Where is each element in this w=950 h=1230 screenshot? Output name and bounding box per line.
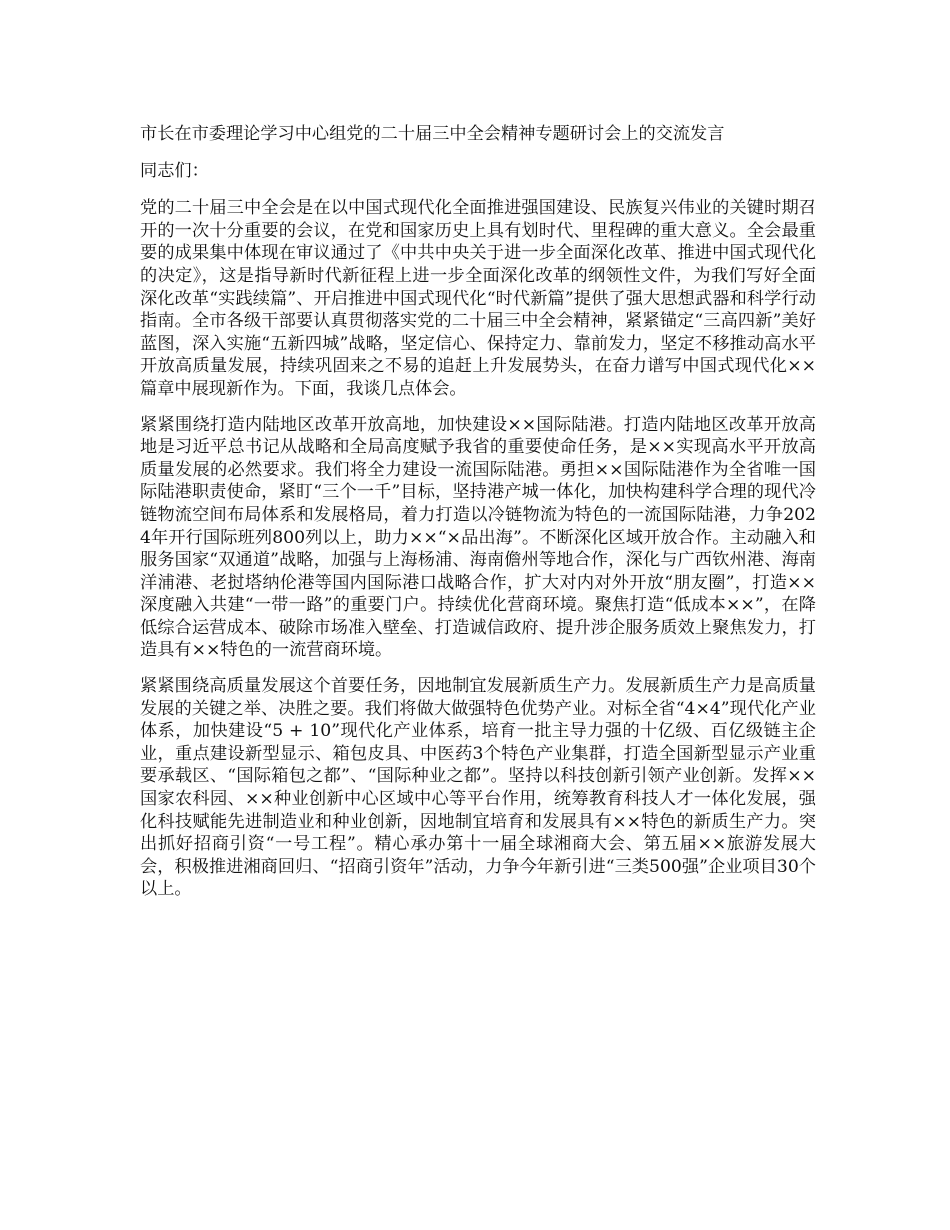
salutation: 同志们： (140, 160, 209, 181)
document-title: 市长在市委理论学习中心组党的二十届三中全会精神专题研讨会上的交流发言 (140, 124, 725, 144)
paragraph-international-land-port: 紧紧围绕打造内陆地区改革开放高地，加快建设××国际陆港。打造内陆地区改革开放高地是习近平总书记从战略和全局高度赋予我省的重要使命任务，是××实现高水平开放高质量发展的必然要求。我们将全力建设一流国际陆港。勇担××国际陆港作为全省唯一国际陆港职责使命，紧盯“三个一千”目标，坚持港产城一体化，加快构建科学合理的现代冷链物流空间布局体系和发展格局，着力打造以冷链物流为特色的一流国际陆港，力争2024年开行国际班列800列以上，助力××“×品出海”。不断深化区域开放合作。主动融入和服务国家“双通道”战略，加强与上海杨浦、海南儋州等地合作，深化与广西钦州港、海南洋浦港、老挝塔纳伦港等国内国际港口战略合作，扩大对内对外开放“朋友圈”，打造××深度融入共建“一带一路”的重要门户。持续优化营商环境。聚焦打造“低成本××”，在降低综合运营成本、破除市场准入壁垒、打造诚信政府、提升涉企服务质效上聚焦发力，打造具有××特色的一流营商环境。 (140, 414, 816, 661)
document-body (140, 123, 816, 914)
paragraph-intro: 党的二十届三中全会是在以中国式现代化全面推进强国建设、民族复兴伟业的关键时期召开的一次十分重要的会议，在党和国家历史上具有划时代、里程碑的重大意义。全会最重要的成果集中体现在审议通过了《中共中央关于进一步全面深化改革、推进中国式现代化的决定》，这是指导新时代新征程上进一步全面深化改革的纲领性文件，为我们写好全面深化改革“实践续篇”、开启推进中国式现代化“时代新篇”提供了强大思想武器和科学行动指南。全市各级干部要认真贯彻落实党的二十届三中全会精神，紧紧锚定“三高四新”美好蓝图，深入实施“五新四城”战略，坚定信心、保持定力、靠前发力，坚定不移推动高水平开放高质量发展，持续巩固来之不易的追赶上升发展势头，在奋力谱写中国式现代化××篇章中展现新作为。下面，我谈几点体会。 (140, 198, 816, 399)
paragraph-new-productive-forces: 紧紧围绕高质量发展这个首要任务，因地制宜发展新质生产力。发展新质生产力是高质量发展的关键之举、决胜之要。我们将做大做强特色优势产业。对标全省“4×4”现代化产业体系，加快建设“5 + 10”现代化产业体系，培育一批主导力强的十亿级、百亿级链主企业，重点建设新型显示、箱包皮具、中医药3个特色产业集群，打造全国新型显示产业重要承载区、“国际箱包之都”、“国际种业之都”。坚持以科技创新引领产业创新。发挥××国家农科园、××种业创新中心区域中心等平台作用，统筹教育科技人才一体化发展，强化科技赋能先进制造业和种业创新，因地制宜培育和发展具有××特色的新质生产力。突出抓好招商引资“一号工程”。精心承办第十一届全球湘商大会、第五届××旅游发展大会，积极推进湘商回归、“招商引资年”活动，力争今年新引进“三类500强”企业项目30个以上。 (140, 676, 816, 900)
